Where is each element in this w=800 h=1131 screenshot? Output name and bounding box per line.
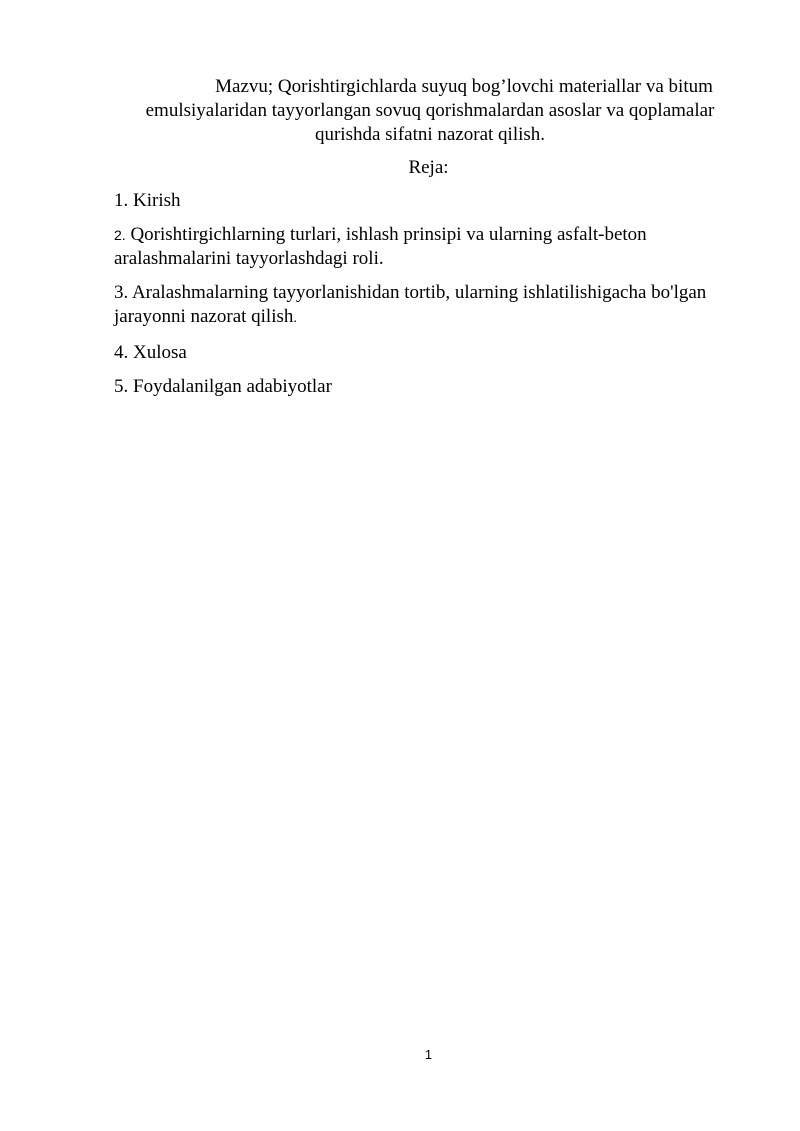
plan-item-3-period: . [293, 311, 297, 326]
plan-item-2-number: 2. [114, 227, 126, 243]
plan-item-2-text: Qorishtirgichlarning turlari, ishlash prinsipi va ularning asfalt-beton aralashmalarini tayyorlashdagi roli. [114, 224, 647, 269]
plan-list [114, 189, 734, 409]
plan-item-5: 5. Foydalanilgan adabiyotlar [114, 376, 332, 397]
page-number: 1 [424, 1047, 433, 1062]
title-line: Mazvu; Qorishtirgichlarda suyuq bog’lovchi materiallar va bitum [215, 76, 713, 97]
plan-item-3 [114, 281, 734, 331]
title-line: emulsiyalaridan tayyorlangan sovuq qorishmalardan asoslar va qoplamalar [145, 100, 715, 121]
plan-item-4: 4. Xulosa [114, 342, 187, 363]
title-line: qurishda sifatni nazorat qilish. [314, 124, 546, 145]
plan-item-3-text: 3. Aralashmalarning tayyorlanishidan tortib, ularning ishlatilishigacha bo'lgan jarayonni nazorat qilish [114, 282, 707, 327]
plan-item-2 [114, 223, 734, 271]
plan-item-1: 1. Kirish [114, 190, 181, 211]
document-title [100, 75, 760, 147]
plan-heading: Reja: [408, 157, 449, 178]
